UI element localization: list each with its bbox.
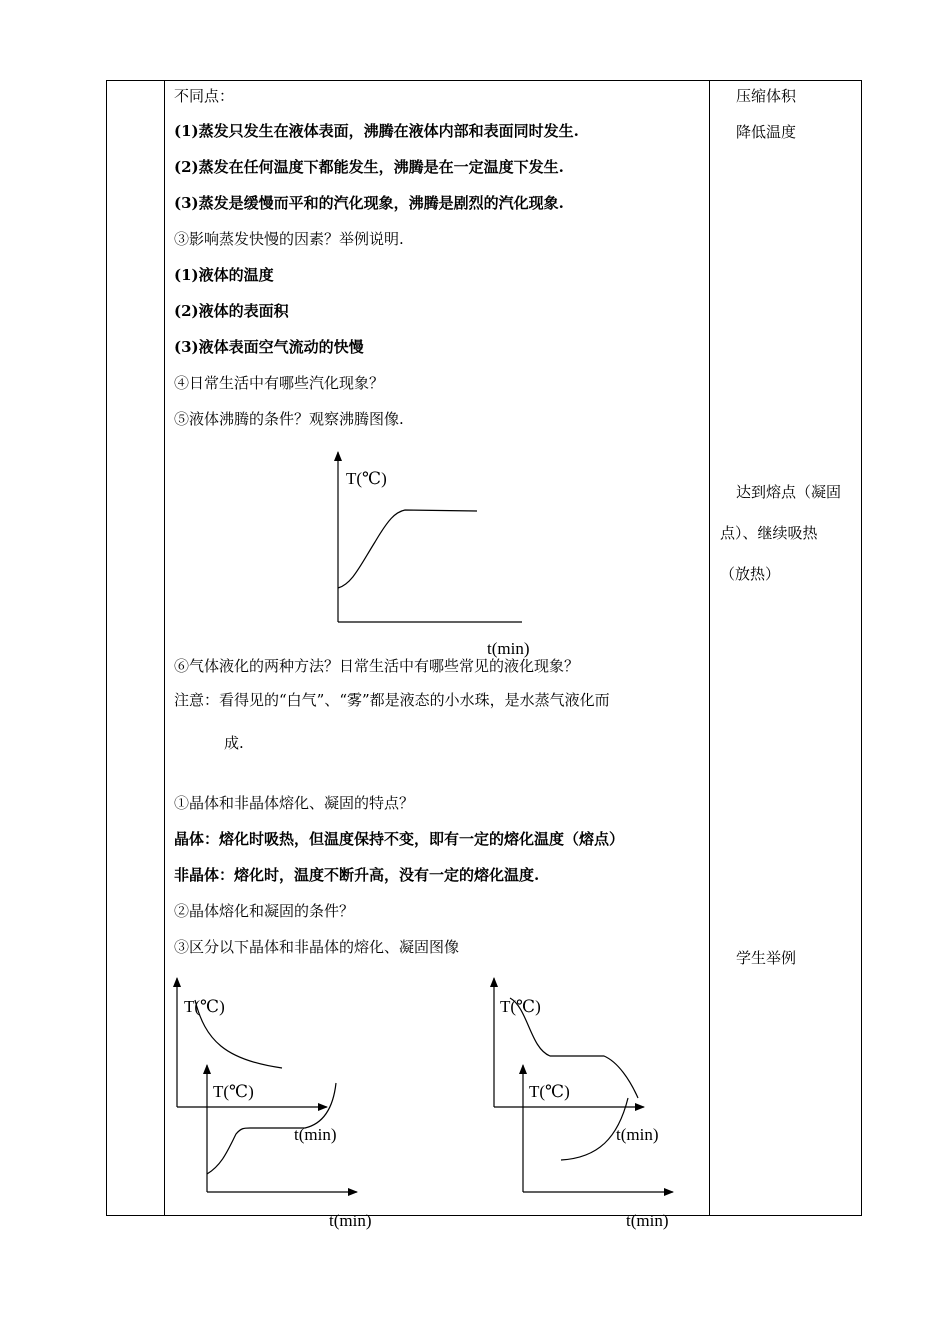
left-outer-graph <box>177 978 337 1144</box>
left-inner-temp-label: T(℃) <box>213 1082 254 1101</box>
diff-title: 不同点： <box>174 87 235 105</box>
side-example: 学生举例 <box>736 949 797 967</box>
boiling-temp-label: T(℃) <box>346 469 387 488</box>
point-3: ③区分以下晶体和非晶体的熔化、凝固图像 <box>174 938 460 956</box>
diff-3: (3)蒸发是缓慢而平和的汽化现象，沸腾是剧烈的汽化现象. <box>174 194 564 212</box>
question-6: ⑥气体液化的两种方法？日常生活中有哪些常见的液化现象？ <box>174 657 580 675</box>
diff-2: (2)蒸发在任何温度下都能发生，沸腾是在一定温度下发生. <box>174 158 564 176</box>
noncrystal-text: 非晶体：熔化时，温度不断升高，没有一定的熔化温度. <box>174 866 540 884</box>
note-line-1: 注意：看得见的“白气”、“雾”都是液态的小水珠，是水蒸气液化而 <box>174 691 610 709</box>
diff-1: (1)蒸发只发生在液体表面，沸腾在液体内部和表面同时发生. <box>174 122 579 140</box>
note-line-2: 成. <box>224 734 244 752</box>
point-2: ②晶体熔化和凝固的条件？ <box>174 902 355 920</box>
side-cool: 降低温度 <box>736 123 797 141</box>
factor-1: (1)液体的温度 <box>174 266 274 284</box>
right-outer-time-label: t(min) <box>616 1125 659 1144</box>
factor-3: (3)液体表面空气流动的快慢 <box>174 338 364 356</box>
left-outer-time-label: t(min) <box>294 1125 337 1144</box>
right-outer-temp-label: T(℃) <box>500 997 541 1016</box>
right-inner-time-label: t(min) <box>626 1211 669 1230</box>
left-inner-graph <box>207 1065 372 1230</box>
side-condition-2: 点）、继续吸热 <box>720 524 818 542</box>
boiling-curve <box>338 510 477 588</box>
left-outer-temp-label: T(℃) <box>184 997 225 1016</box>
side-condition-3: （放热） <box>720 565 781 583</box>
boiling-time-label: t(min) <box>487 639 530 658</box>
side-compress: 压缩体积 <box>736 87 797 105</box>
question-5: ⑤液体沸腾的条件？观察沸腾图像. <box>174 410 404 428</box>
right-outer-graph <box>494 978 659 1144</box>
factor-2: (2)液体的表面积 <box>174 302 289 320</box>
right-inner-temp-label: T(℃) <box>529 1082 570 1101</box>
boiling-graph <box>338 452 530 658</box>
crystal-text: 晶体：熔化时吸热，但温度保持不变，即有一定的熔化温度（熔点） <box>174 830 625 848</box>
right-inner-graph <box>523 1065 673 1230</box>
question-3: ③影响蒸发快慢的因素？举例说明. <box>174 230 404 248</box>
side-condition-1: 达到熔点（凝固 <box>736 483 842 501</box>
question-4: ④日常生活中有哪些汽化现象？ <box>174 374 385 392</box>
point-1: ①晶体和非晶体熔化、凝固的特点？ <box>174 794 415 812</box>
left-inner-time-label: t(min) <box>329 1211 372 1230</box>
